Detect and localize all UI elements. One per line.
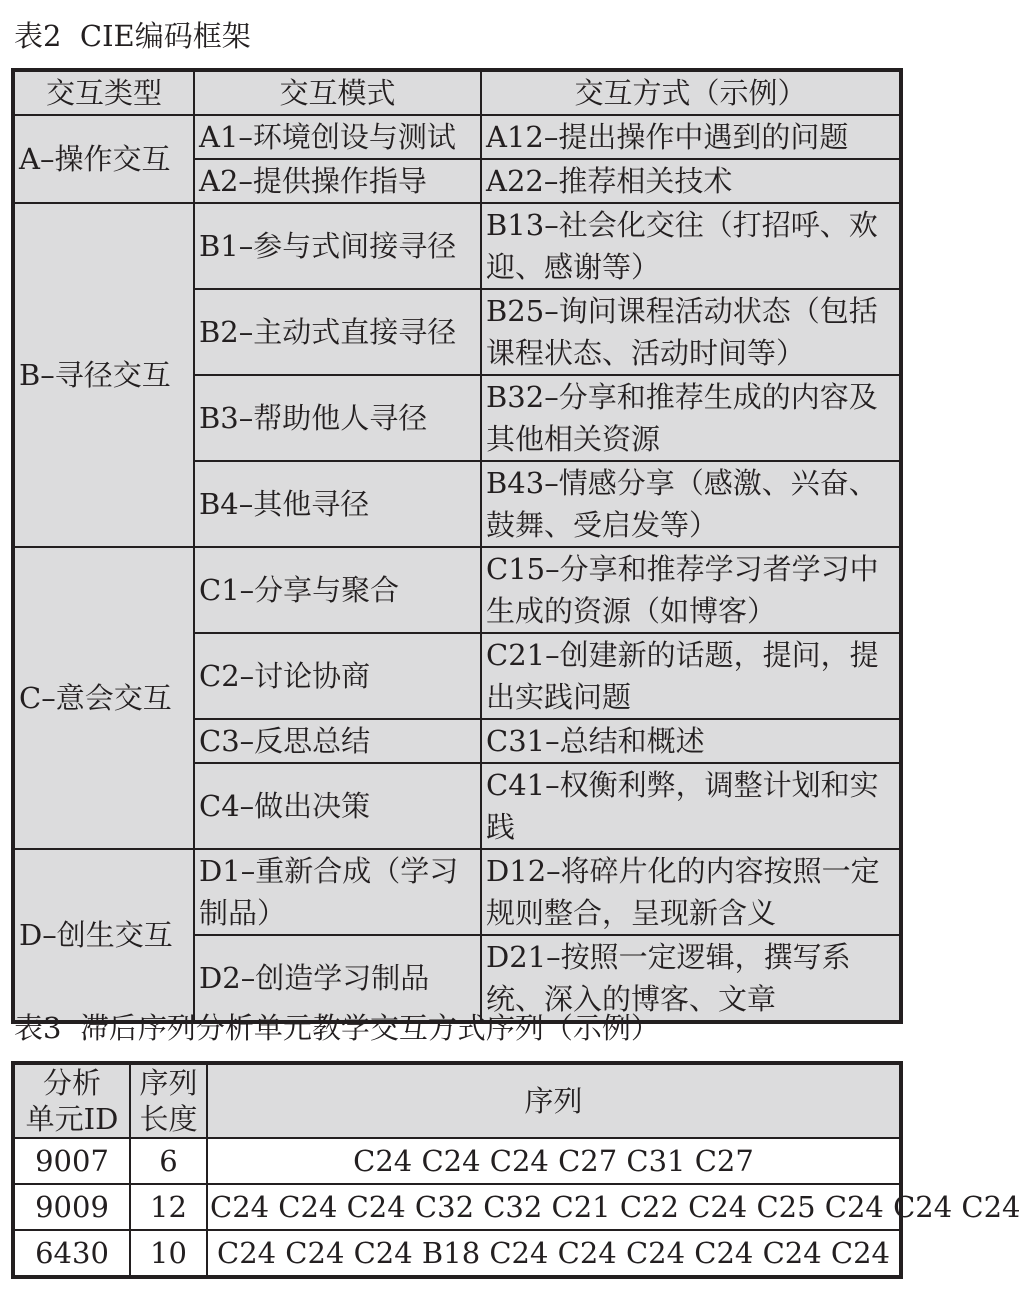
table3-number: 表3 xyxy=(14,1011,62,1045)
interaction-manner-cell: B25–询问课程活动状态（包括课程状态、活动时间等） xyxy=(481,289,901,375)
table3-header-line: 长度 xyxy=(139,1102,198,1136)
table3-header-row xyxy=(13,1063,901,1138)
table3 xyxy=(11,1061,1021,1279)
interaction-manner-cell: C15–分享和推荐学习者学习中生成的资源（如博客） xyxy=(481,547,901,633)
unit-id-cell: 6430 xyxy=(13,1230,130,1277)
sequence-length-cell: 10 xyxy=(130,1230,207,1277)
table2-header-row xyxy=(13,70,901,115)
table-row xyxy=(13,849,901,935)
table-row xyxy=(13,547,901,633)
interaction-mode-cell: A1–环境创设与测试 xyxy=(194,115,481,159)
interaction-manner-cell: C41–权衡利弊，调整计划和实践 xyxy=(481,763,901,849)
table2-header-cell: 交互方式（示例） xyxy=(481,70,901,115)
interaction-type-cell: A–操作交互 xyxy=(13,115,194,203)
interaction-manner-cell: C21–创建新的话题，提问，提出实践问题 xyxy=(481,633,901,719)
interaction-manner-cell: A12–提出操作中遇到的问题 xyxy=(481,115,901,159)
interaction-manner-cell: B43–情感分享（感激、兴奋、鼓舞、受启发等） xyxy=(481,461,901,547)
interaction-mode-cell: D2–创造学习制品 xyxy=(194,935,481,1022)
table3-caption xyxy=(14,1008,660,1048)
interaction-type-cell: C–意会交互 xyxy=(13,547,194,849)
interaction-manner-cell: D12–将碎片化的内容按照一定规则整合，呈现新含义 xyxy=(481,849,901,935)
table3-title: 滞后序列分析单元教学交互方式序列（示例） xyxy=(79,1011,660,1045)
table2-header-cell: 交互类型 xyxy=(13,70,194,115)
table-row xyxy=(13,115,901,159)
sequence-cell: C24 C24 C24 C27 C31 C27 xyxy=(207,1138,901,1184)
unit-id-cell: 9007 xyxy=(13,1138,130,1184)
table3-header-cell: 序列 xyxy=(207,1063,901,1138)
interaction-mode-cell: C2–讨论协商 xyxy=(194,633,481,719)
interaction-manner-cell: A22–推荐相关技术 xyxy=(481,159,901,203)
interaction-manner-cell: C31–总结和概述 xyxy=(481,719,901,763)
interaction-mode-cell: B1–参与式间接寻径 xyxy=(194,203,481,289)
table2-header-cell: 交互模式 xyxy=(194,70,481,115)
table3-header-line: 序列 xyxy=(139,1066,198,1100)
table-row xyxy=(13,1138,901,1184)
table2 xyxy=(11,68,903,1024)
sequence-cell: C24 C24 C24 C32 C32 C21 C22 C24 C25 C24 C24 C24 xyxy=(207,1184,901,1230)
interaction-mode-cell: B3–帮助他人寻径 xyxy=(194,375,481,461)
sequence-length-cell: 12 xyxy=(130,1184,207,1230)
interaction-mode-cell: B4–其他寻径 xyxy=(194,461,481,547)
interaction-type-cell: D–创生交互 xyxy=(13,849,194,1022)
table-row xyxy=(13,1184,901,1230)
table3-header-line: 分析 xyxy=(42,1066,101,1100)
interaction-type-cell: B–寻径交互 xyxy=(13,203,194,547)
interaction-manner-cell: B13–社会化交往（打招呼、欢迎、感谢等） xyxy=(481,203,901,289)
sequence-length-cell: 6 xyxy=(130,1138,207,1184)
table3-header-line: 单元ID xyxy=(25,1102,119,1136)
interaction-mode-cell: A2–提供操作指导 xyxy=(194,159,481,203)
table2-title: CIE编码框架 xyxy=(79,19,251,53)
interaction-manner-cell: D21–按照一定逻辑，撰写系统、深入的博客、文章 xyxy=(481,935,901,1022)
table-row xyxy=(13,203,901,289)
table2-caption xyxy=(14,16,251,56)
interaction-mode-cell: D1–重新合成（学习制品） xyxy=(194,849,481,935)
sequence-cell: C24 C24 C24 B18 C24 C24 C24 C24 C24 C24 xyxy=(207,1230,901,1277)
unit-id-cell: 9009 xyxy=(13,1184,130,1230)
interaction-mode-cell: C3–反思总结 xyxy=(194,719,481,763)
table3-header-cell xyxy=(130,1063,207,1138)
interaction-mode-cell: B2–主动式直接寻径 xyxy=(194,289,481,375)
interaction-manner-cell: B32–分享和推荐生成的内容及其他相关资源 xyxy=(481,375,901,461)
table-row xyxy=(13,1230,901,1277)
interaction-mode-cell: C1–分享与聚合 xyxy=(194,547,481,633)
table2-number: 表2 xyxy=(14,19,62,53)
interaction-mode-cell: C4–做出决策 xyxy=(194,763,481,849)
table3-header-cell xyxy=(13,1063,130,1138)
